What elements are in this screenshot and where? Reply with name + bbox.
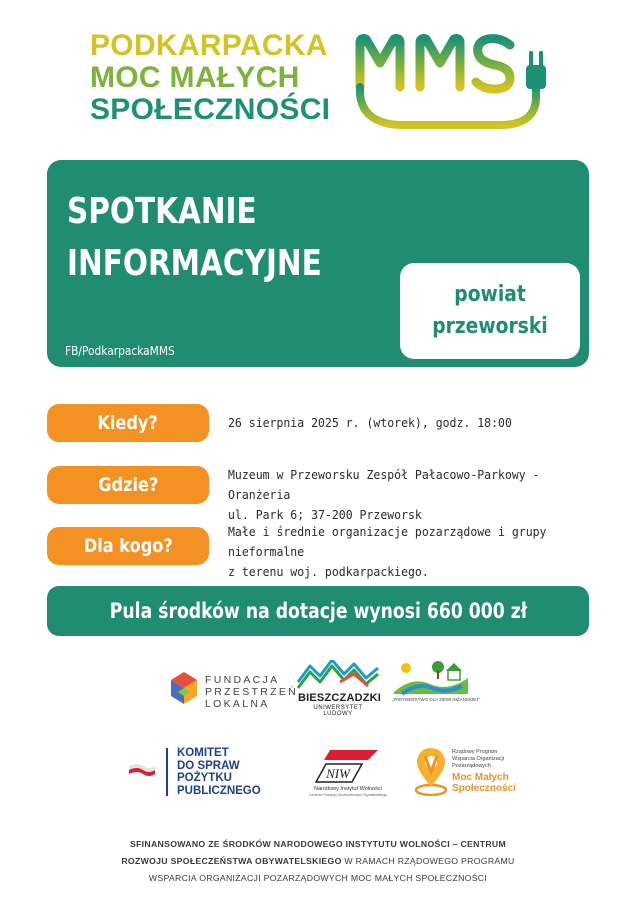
brand-line-2: MOC MAŁYCH (90, 61, 300, 94)
where-line-1: Muzeum w Przeworsku Zespół Pałacowo-Parkowy - Oranżeria (228, 467, 540, 502)
bud-logo-text (298, 692, 382, 717)
niw-name: Narodowy Instytut Wolności (314, 786, 382, 792)
where-label-text: Gdzie? (97, 474, 159, 496)
for-whom-label-text: Dla kogo? (83, 535, 173, 557)
when-label-text: Kiedy? (97, 412, 159, 434)
niw-logo-icon (310, 746, 384, 786)
where-line-2: ul. Park 6; 37-200 Przeworsk (228, 507, 422, 522)
when-label (47, 404, 209, 442)
district-line-2: przeworski (432, 314, 548, 339)
kom-line-2: DO SPRAW (177, 759, 240, 772)
fpl-logo-text (205, 674, 298, 710)
funding-text: Pula środków na dotacje wynosi 660 000 zł (109, 599, 527, 623)
rp-logo-big-text (452, 772, 516, 794)
kom-logo-text (177, 747, 261, 797)
event-title-line-2: INFORMACYJNE (67, 243, 322, 284)
event-banner (47, 160, 589, 367)
for-whom-label (47, 527, 209, 565)
when-line-1: 26 sierpnia 2025 r. (wtorek), godz. 18:00 (228, 415, 512, 430)
flag-icon (127, 762, 157, 778)
rp-big-line-2: Społeczności (452, 783, 516, 794)
fpl-logo-icon (166, 670, 202, 706)
where-value (228, 465, 559, 525)
facebook-handle: FB/PodkarpackaMMS (65, 343, 175, 358)
fpl-line-2: PRZESTRZEŃ (205, 686, 299, 698)
footer-line-2-rest: W RAMACH RZĄDOWEGO PROGRAMU (341, 856, 515, 866)
kom-line-1: KOMITET (177, 747, 229, 759)
niw-logo-text (304, 786, 392, 797)
rp-pin-icon (414, 746, 448, 796)
kom-line-3: POŻYTKU (177, 772, 232, 784)
where-label (47, 466, 209, 504)
event-title-line-1: SPOTKANIE (67, 191, 257, 232)
brand-title (90, 30, 330, 126)
footer-line-3: WSPARCIA ORGANIZACJI POZARZĄDOWYCH MOC MAŁYCH SPOŁECZNOŚCI (148, 873, 488, 883)
rp-logo-small-text (452, 749, 504, 770)
when-value (228, 413, 559, 433)
funding-footer (40, 836, 596, 887)
rp-big-line-1: Moc Małych (452, 772, 509, 783)
fpl-line-1: FUNDACJA (205, 674, 280, 686)
rp-small-line-2: Wsparcia Organizacji (452, 756, 504, 762)
pdz-caption: „PARTNERSTWO DLA ZIEMI NIŻAŃSKIEJ" (392, 697, 480, 702)
mms-plug-logo (350, 25, 560, 135)
rp-small-line-1: Rządowy Program (452, 749, 498, 755)
footer-line-2-bold: ROZWOJU SPOŁECZEŃSTWA OBYWATELSKIEGO (121, 856, 342, 866)
event-title (67, 186, 362, 290)
niw-subtitle: Centrum Rozwoju Społeczeństwa Obywatelskiego (308, 793, 387, 797)
funding-banner (47, 586, 589, 636)
brand-line-1: PODKARPACKA (90, 29, 328, 62)
for-whom-line-2: z terenu woj. podkarpackiego. (228, 564, 429, 579)
footer-line-1: SFINANSOWANO ZE ŚRODKÓW NARODOWEGO INSTYTUTU WOLNOŚCI – CENTRUM (129, 839, 507, 849)
district-line-1: powiat (454, 282, 526, 307)
pdz-landscape-icon (392, 658, 470, 696)
kom-divider (166, 748, 168, 796)
niw-logo-letters: NIW (326, 766, 350, 781)
brand-line-3: SPOŁECZNOŚCI (90, 93, 331, 126)
bud-mountains-icon (296, 660, 380, 692)
bud-subtitle: UNIWERSYTET LUDOWY (313, 705, 363, 717)
bud-title: BIESZCZADZKI (298, 692, 382, 704)
fpl-line-3: LOKALNA (205, 698, 270, 710)
kom-line-4: PUBLICZNEGO (177, 784, 261, 797)
for-whom-line-1: Małe i średnie organizacje pozarządowe i grupy nieformalne (228, 524, 547, 559)
district-box (400, 263, 580, 359)
for-whom-value (228, 522, 559, 582)
rp-small-line-3: Pozarządowych (452, 763, 491, 769)
